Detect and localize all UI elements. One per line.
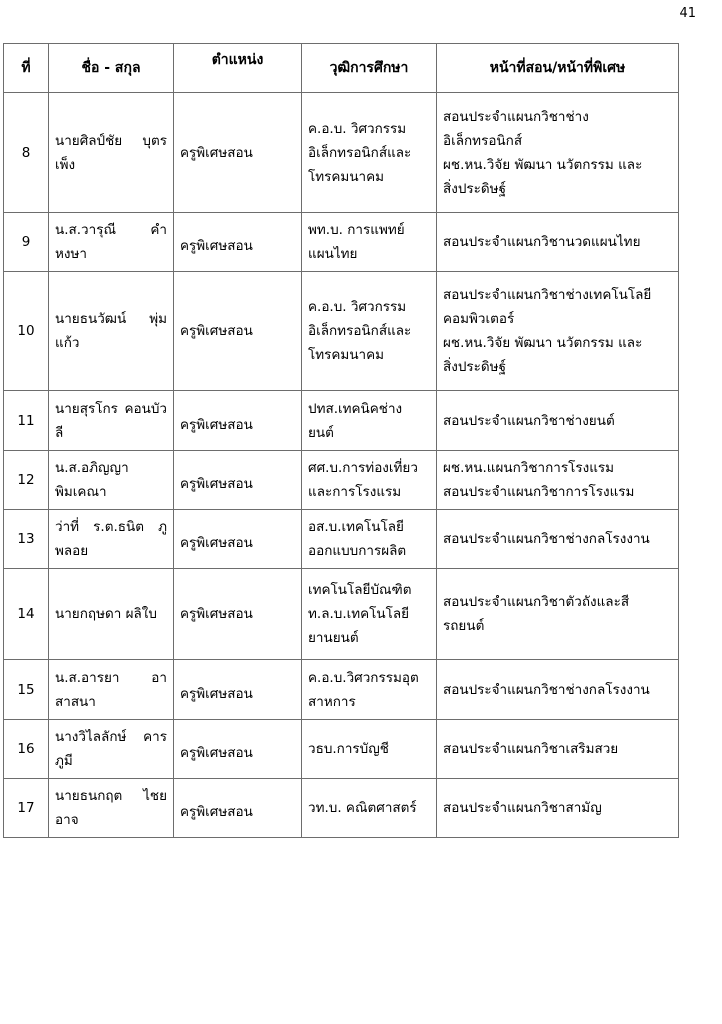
row-name: นายธนวัฒน์ พุ่มแก้ว — [49, 272, 174, 391]
row-duty — [437, 720, 679, 779]
education-line: อิเล็กทรอนิกส์และ — [308, 144, 412, 161]
duty-line: ผช.หน.แผนกวิชาการโรงแรม — [443, 460, 615, 476]
row-duty — [437, 779, 679, 838]
row-duty — [437, 391, 679, 451]
row-number: 16 — [4, 720, 49, 779]
education-line: ยานยนต์ — [308, 630, 359, 646]
row-position: ครูพิเศษสอน — [174, 272, 302, 391]
row-number: 13 — [4, 510, 49, 569]
row-duty — [437, 451, 679, 510]
header-name: ชื่อ - สกุล — [49, 44, 174, 93]
table-row — [4, 779, 679, 838]
education-line: โทรคมนาคม — [308, 168, 385, 185]
table-row — [4, 272, 679, 391]
education-line: อส.บ.เทคโนโลยี — [308, 519, 404, 535]
row-education — [302, 569, 437, 660]
table-row — [4, 451, 679, 510]
row-education — [302, 391, 437, 451]
row-number: 9 — [4, 213, 49, 272]
education-line: แผนไทย — [308, 246, 358, 262]
row-position: ครูพิเศษสอน — [174, 510, 302, 569]
row-duty — [437, 93, 679, 213]
table-header-row — [4, 44, 679, 93]
education-line: และการโรงแรม — [308, 484, 402, 500]
education-line: สาหการ — [308, 693, 356, 710]
duty-line: รถยนต์ — [443, 618, 485, 634]
education-line: โทรคมนาคม — [308, 347, 385, 363]
row-name: นายสุรโกร คอนบัวลี — [49, 391, 174, 451]
row-position: ครูพิเศษสอน — [174, 451, 302, 510]
duty-line: ผช.หน.วิจัย พัฒนา นวัตกรรม และ — [443, 156, 643, 173]
header-education: วุฒิการศึกษา — [302, 44, 437, 93]
row-name: ว่าที่ ร.ต.ธนิต ภูพลอย — [49, 510, 174, 569]
row-education — [302, 660, 437, 720]
row-education — [302, 93, 437, 213]
row-education — [302, 510, 437, 569]
education-line: วธบ.การบัญชี — [308, 741, 389, 757]
row-name: น.ส.อารยา อาสาสนา — [49, 660, 174, 720]
duty-line: สอนประจำแผนกวิชาการโรงแรม — [443, 484, 635, 500]
table-row — [4, 569, 679, 660]
row-name: น.ส.วารุณี คำหงษา — [49, 213, 174, 272]
row-education — [302, 779, 437, 838]
row-number: 10 — [4, 272, 49, 391]
education-line: ท.ล.บ.เทคโนโลยี — [308, 606, 410, 622]
education-line: ค.อ.บ.วิศวกรรมอุต — [308, 669, 419, 686]
duty-line: อิเล็กทรอนิกส์ — [443, 132, 523, 149]
education-line: ศศ.บ.การท่องเที่ยว — [308, 460, 418, 476]
row-number: 14 — [4, 569, 49, 660]
education-line: เทคโนโลยีบัณฑิต — [308, 582, 412, 598]
table-row — [4, 720, 679, 779]
duty-line: สิ่งประดิษฐ์ — [443, 180, 507, 197]
row-number: 8 — [4, 93, 49, 213]
table-row — [4, 510, 679, 569]
row-duty — [437, 660, 679, 720]
row-name: นายศิลป์ชัย บุตรเพ็ง — [49, 93, 174, 213]
row-name: นายธนกฤต ไชยอาจ — [49, 779, 174, 838]
table-row — [4, 660, 679, 720]
duty-line: สอนประจำแผนกวิชานวดแผนไทย — [443, 234, 641, 250]
row-position: ครูพิเศษสอน — [174, 779, 302, 838]
duty-line: สอนประจำแผนกวิชาเสริมสวย — [443, 741, 619, 757]
header-position: ตำแหน่ง — [174, 44, 302, 93]
row-name: นางวิไลลักษ์ คารภูมี — [49, 720, 174, 779]
row-duty — [437, 510, 679, 569]
duty-line: สอนประจำแผนกวิชาช่างเทคโนโลยี — [443, 287, 652, 303]
duty-line: ผช.หน.วิจัย พัฒนา นวัตกรรม และ — [443, 335, 643, 351]
duty-line: สอนประจำแผนกวิชาช่าง — [443, 108, 589, 125]
education-line: ยนต์ — [308, 424, 334, 441]
row-position: ครูพิเศษสอน — [174, 569, 302, 660]
row-duty — [437, 213, 679, 272]
education-line: ค.อ.บ. วิศวกรรม — [308, 120, 407, 137]
table-row — [4, 213, 679, 272]
row-name: นายกฤษดา ผลิใบ — [49, 569, 174, 660]
row-position: ครูพิเศษสอน — [174, 720, 302, 779]
education-line: พท.บ. การแพทย์ — [308, 222, 405, 238]
row-education — [302, 272, 437, 391]
row-duty — [437, 569, 679, 660]
header-duty: หน้าที่สอน/หน้าที่พิเศษ — [437, 44, 679, 93]
duty-line: คอมพิวเตอร์ — [443, 311, 515, 327]
row-education — [302, 720, 437, 779]
row-duty — [437, 272, 679, 391]
row-number: 17 — [4, 779, 49, 838]
row-position: ครูพิเศษสอน — [174, 93, 302, 213]
education-line: ปทส.เทคนิคช่าง — [308, 400, 403, 417]
row-position: ครูพิเศษสอน — [174, 660, 302, 720]
education-line: วท.บ. คณิตศาสตร์ — [308, 800, 417, 816]
table-row — [4, 391, 679, 451]
row-number: 12 — [4, 451, 49, 510]
page-number: 41 — [679, 6, 696, 21]
education-line: ออกแบบการผลิต — [308, 543, 407, 559]
row-number: 15 — [4, 660, 49, 720]
duty-line: สอนประจำแผนกวิชาช่างกลโรงงาน — [443, 531, 650, 547]
row-number: 11 — [4, 391, 49, 451]
table-row — [4, 93, 679, 213]
header-no: ที่ — [4, 44, 49, 93]
row-education — [302, 213, 437, 272]
duty-line: สอนประจำแผนกวิชาช่างกลโรงงาน — [443, 681, 650, 698]
table-body — [4, 93, 679, 838]
duty-line: สอนประจำแผนกวิชาช่างยนต์ — [443, 412, 615, 429]
row-position: ครูพิเศษสอน — [174, 391, 302, 451]
duty-line: สิ่งประดิษฐ์ — [443, 359, 507, 375]
row-position: ครูพิเศษสอน — [174, 213, 302, 272]
staff-table — [3, 43, 679, 838]
education-line: ค.อ.บ. วิศวกรรม — [308, 299, 407, 315]
duty-line: สอนประจำแผนกวิชาสามัญ — [443, 800, 602, 816]
row-education — [302, 451, 437, 510]
education-line: อิเล็กทรอนิกส์และ — [308, 323, 412, 339]
duty-line: สอนประจำแผนกวิชาตัวถังและสี — [443, 594, 630, 610]
row-name: น.ส.อภิญญา พิมเคณา — [49, 451, 174, 510]
